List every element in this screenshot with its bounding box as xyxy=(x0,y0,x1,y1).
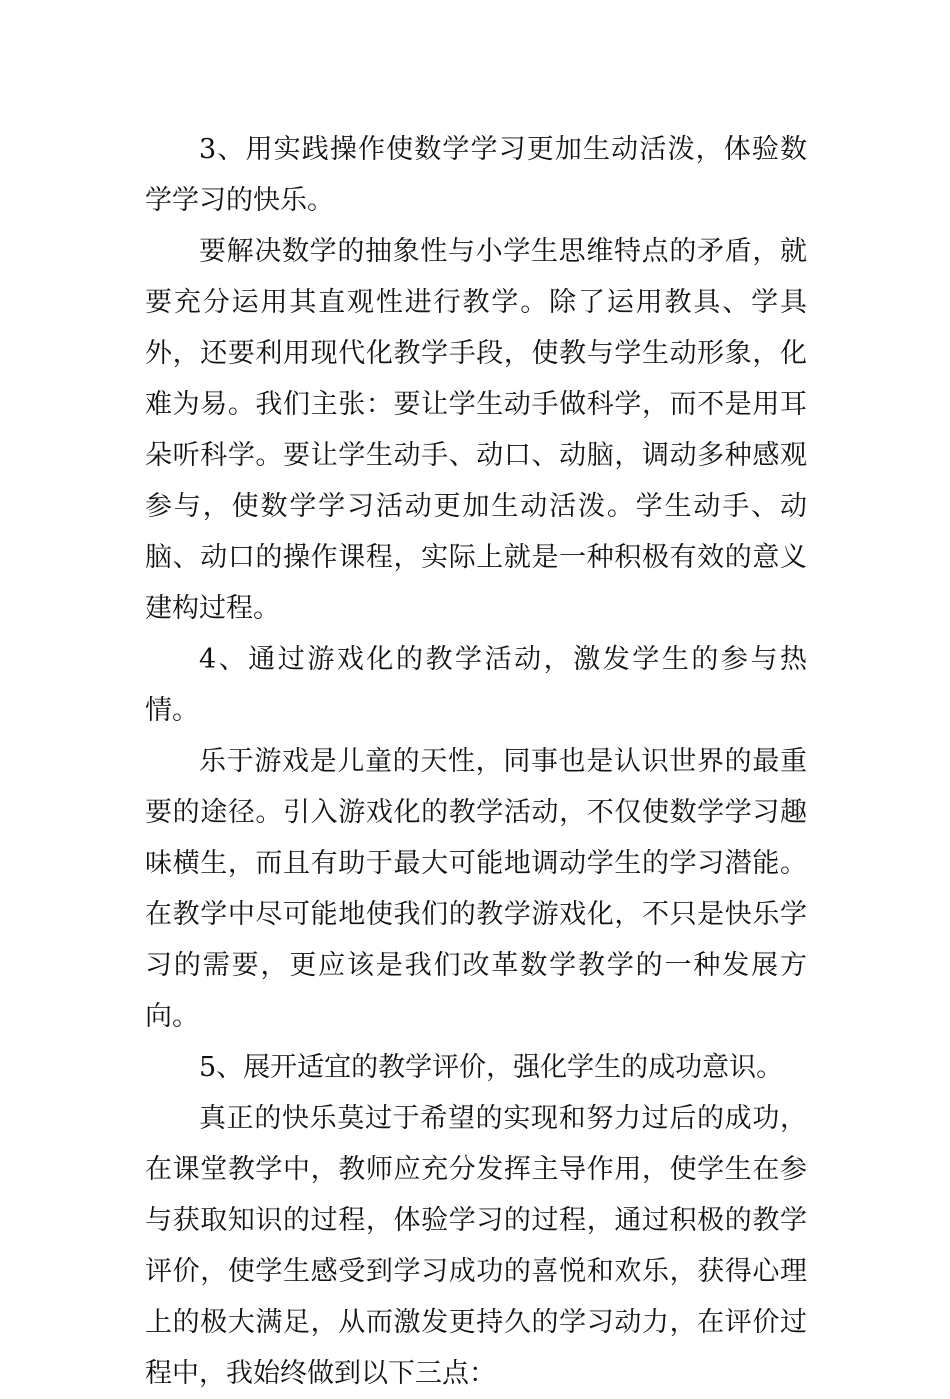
document-body xyxy=(145,124,807,1399)
heading-item-3: 3、用实践操作使数学学习更加生动活泼，体验数学学习的快乐。 xyxy=(145,134,807,216)
paragraph-teaching-evaluation: 真正的快乐莫过于希望的实现和努力过后的成功，在课堂教学中，教师应充分发挥主导作用，使学生在参与获取知识的过程，体验学习的过程，通过积极的教学评价，使学生感受到学习成功的喜悦和欢乐，获得心理上的极大满足，从而激发更持久的学习动力，在评价过程中，我始终做到以下三点： xyxy=(145,1103,807,1389)
heading-item-4: 4、通过游戏化的教学活动，激发学生的参与热情。 xyxy=(145,644,807,726)
heading-item-5: 5、展开适宜的教学评价，强化学生的成功意识。 xyxy=(199,1052,784,1083)
paragraph-game-activities: 乐于游戏是儿童的天性，同事也是认识世界的最重要的途径。引入游戏化的教学活动，不仅使数学学习趣味横生，而且有助于最大可能地调动学生的学习潜能。在教学中尽可能地使我们的教学游戏化，不只是快乐学习的需要，更应该是我们改革数学教学的一种发展方向。 xyxy=(145,746,807,1032)
paragraph-hands-on-practice: 要解决数学的抽象性与小学生思维特点的矛盾，就要充分运用其直观性进行教学。除了运用教具、学具外，还要利用现代化教学手段，使教与学生动形象，化难为易。我们主张：要让学生动手做科学，而不是用耳朵听科学。要让学生动手、动口、动脑，调动多种感观参与，使数学学习活动更加生动活泼。学生动手、动脑、动口的操作课程，实际上就是一种积极有效的意义建构过程。 xyxy=(145,236,807,624)
